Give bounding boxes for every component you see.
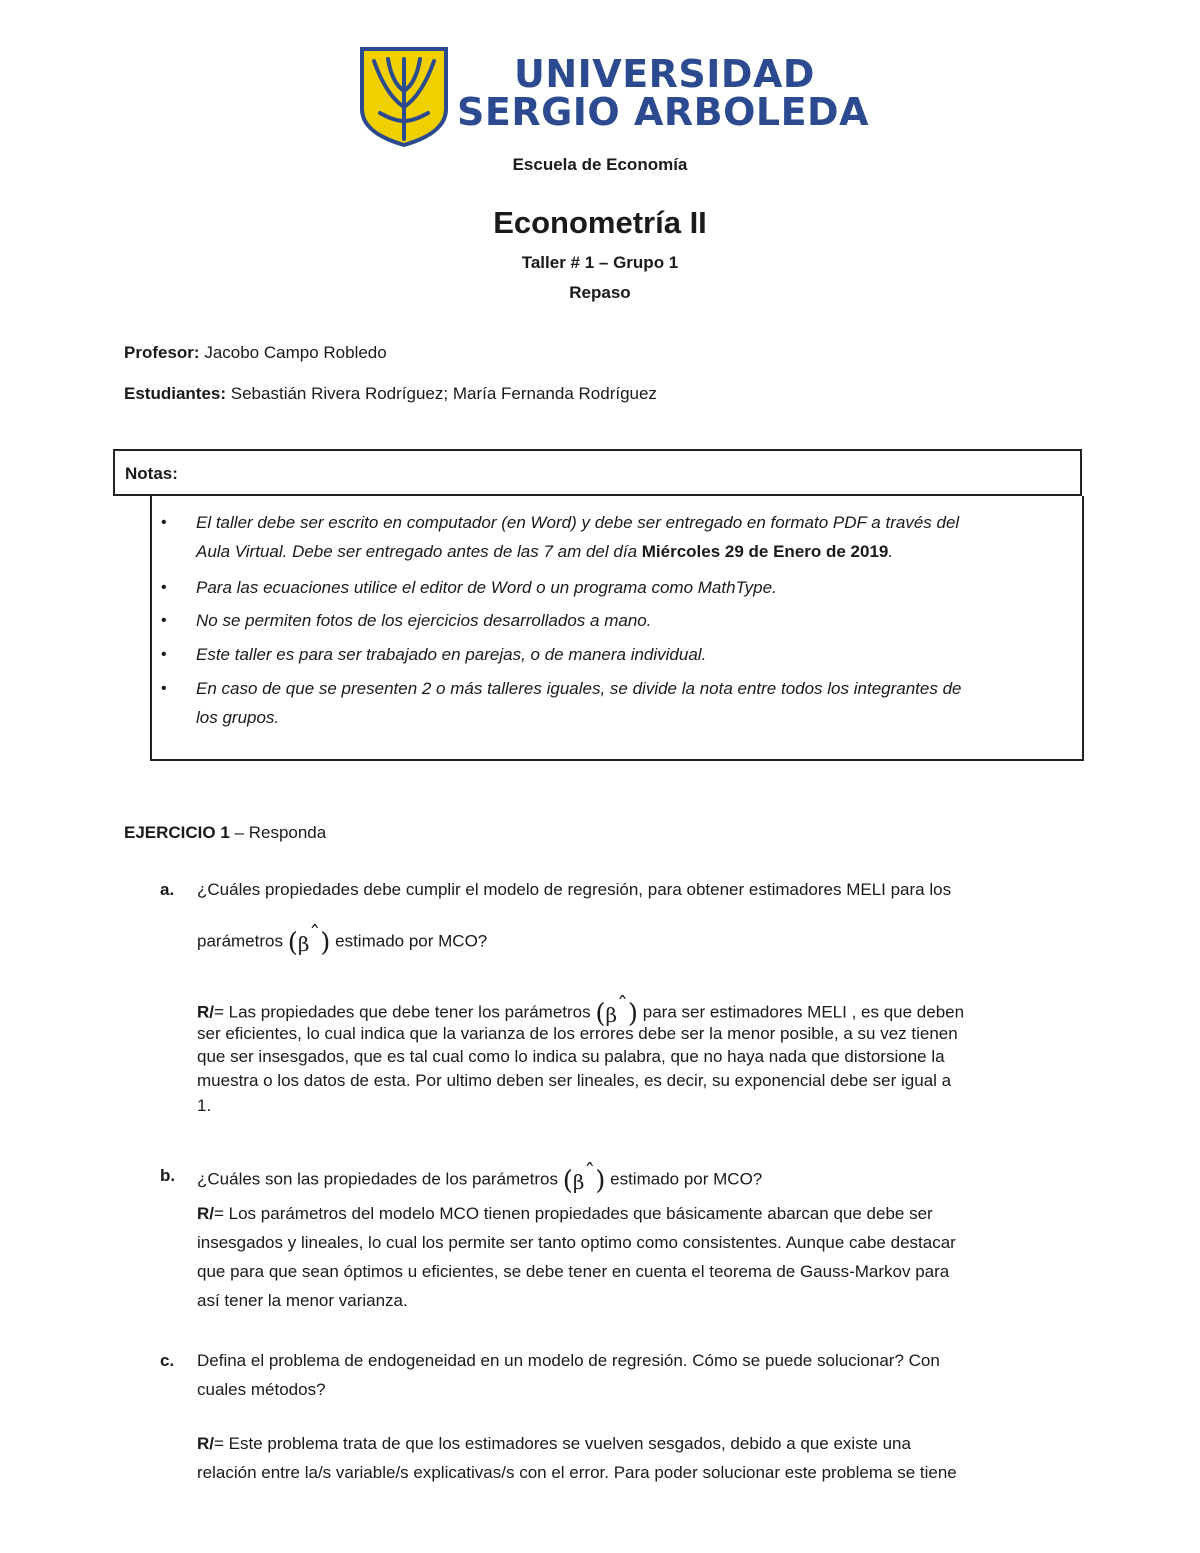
answer-b-line-1: R/= Los parámetros del modelo MCO tienen propiedades que básicamente abarcan que debe ser <box>197 1204 933 1223</box>
answer-b-label: R/ <box>197 1204 214 1223</box>
course-title: Econometría II <box>493 205 707 240</box>
question-c-line-2: cuales métodos? <box>197 1380 326 1399</box>
nota-1-period: . <box>888 542 894 561</box>
profesor-line <box>124 343 387 363</box>
nota-1-text: Aula Virtual. Debe ser entregado antes de las 7 am del día <box>196 542 642 561</box>
answer-a-line-2: ser eficientes, lo cual indica que la varianza de los errores debe ser la menor posible, a su vez tienen <box>197 1024 958 1043</box>
answer-a-line-4: muestra o los datos de esta. Por ultimo deben ser lineales, es decir, su exponencial debe ser igual a <box>197 1071 952 1090</box>
subtitle: Repaso <box>569 283 631 302</box>
question-a-line-1: ¿Cuáles propiedades debe cumplir el modelo de regresión, para obtener estimadores MELI para los <box>197 880 952 899</box>
nota-1-deadline: Miércoles 29 de Enero de 2019 <box>641 542 889 561</box>
nota-1-line-2 <box>196 537 893 566</box>
notas-header <box>113 449 1082 496</box>
estudiantes-line <box>124 384 657 404</box>
nota-4: Este taller es para ser trabajado en parejas, o de manera individual. <box>196 645 707 664</box>
estudiantes-names: Sebastián Rivera Rodríguez; María Fernanda Rodríguez <box>230 384 657 403</box>
bullet-icon: • <box>161 646 167 663</box>
ejercicio-title-bold: EJERCICIO 1 <box>124 823 230 842</box>
school-name: Escuela de Economía <box>512 155 688 174</box>
answer-b-line-4: así tener la menor varianza. <box>197 1291 408 1310</box>
nota-2: Para las ecuaciones utilice el editor de Word o un programa como MathType. <box>196 578 777 597</box>
bullet-icon: • <box>161 680 167 697</box>
ejercicio-title <box>124 823 326 843</box>
bullet-icon: • <box>161 579 167 596</box>
question-c-label: c. <box>160 1351 175 1370</box>
nota-5-line-1: En caso de que se presenten 2 o más talleres iguales, se divide la nota entre todos los integrantes de <box>196 679 962 698</box>
question-a-text: parámetros <box>197 931 288 951</box>
profesor-label: Profesor: <box>124 343 200 362</box>
nota-3: No se permiten fotos de los ejercicios desarrollados a mano. <box>196 611 652 630</box>
answer-c-line-2: relación entre la/s variable/s explicativas/s con el error. Para poder solucionar este problema se tiene <box>197 1463 957 1482</box>
nota-5-line-2: los grupos. <box>196 708 280 727</box>
estudiantes-label: Estudiantes: <box>124 384 227 403</box>
bullet-icon: • <box>161 612 167 629</box>
bullet-icon: • <box>161 514 167 531</box>
answer-c-label: R/ <box>197 1434 214 1453</box>
taller-label: Taller # 1 – Grupo 1 <box>521 253 679 272</box>
beta-hat-symbol: $(\beta^ˆ)$ <box>562 1160 606 1196</box>
logo-text-universidad: UNIVERSIDAD <box>514 52 815 96</box>
answer-a-line-1: R/= Las propiedades que debe tener los parámetros $(\beta^ˆ)$ para ser estimadores MELI , es que deben <box>197 993 965 1029</box>
question-a-line-2 <box>197 922 1070 958</box>
notas-title: Notas: <box>125 464 178 483</box>
profesor-name: Jacobo Campo Robledo <box>204 343 387 362</box>
nota-1-line-1: El taller debe ser escrito en computador (en Word) y debe ser entregado en formato PDF a través del <box>196 513 960 532</box>
logo-text-sergio-arboleda: SERGIO ARBOLEDA <box>457 90 870 134</box>
question-c-line-1: Defina el problema de endogeneidad en un modelo de regresión. Cómo se puede solucionar? Con <box>197 1351 940 1370</box>
answer-b-line-2: insesgados y lineales, lo cual los permite ser tanto optimo como consistentes. Aunque cabe destacar <box>197 1233 956 1252</box>
answer-a-line-3: que ser insesgados, que es tal cual como lo indica su palabra, que no haya nada que distorsione la <box>197 1047 945 1066</box>
answer-a-line-5: 1. <box>197 1096 212 1115</box>
question-b-label: b. <box>160 1166 176 1185</box>
ejercicio-title-rest: – Responda <box>229 823 327 842</box>
logo-shield-icon <box>360 47 448 147</box>
question-b-line-1: ¿Cuáles son las propiedades de los parámetros $(\beta^ˆ)$ estimado por MCO? <box>197 1160 763 1196</box>
answer-c-line-1: R/= Este problema trata de que los estimadores se vuelven sesgados, debido a que existe una <box>197 1434 911 1453</box>
beta-hat-symbol: $(\beta^ˆ)$ <box>595 993 639 1029</box>
answer-b-line-3: que para que sean óptimos u eficientes, se debe tener en cuenta el teorema de Gauss-Markov para <box>197 1262 950 1281</box>
question-a-label: a. <box>160 880 175 899</box>
question-a-text-end: estimado por MCO? <box>330 931 488 951</box>
beta-hat-symbol: $(\beta^ˆ)$ <box>287 922 331 958</box>
answer-a-label: R/ <box>197 1002 214 1022</box>
